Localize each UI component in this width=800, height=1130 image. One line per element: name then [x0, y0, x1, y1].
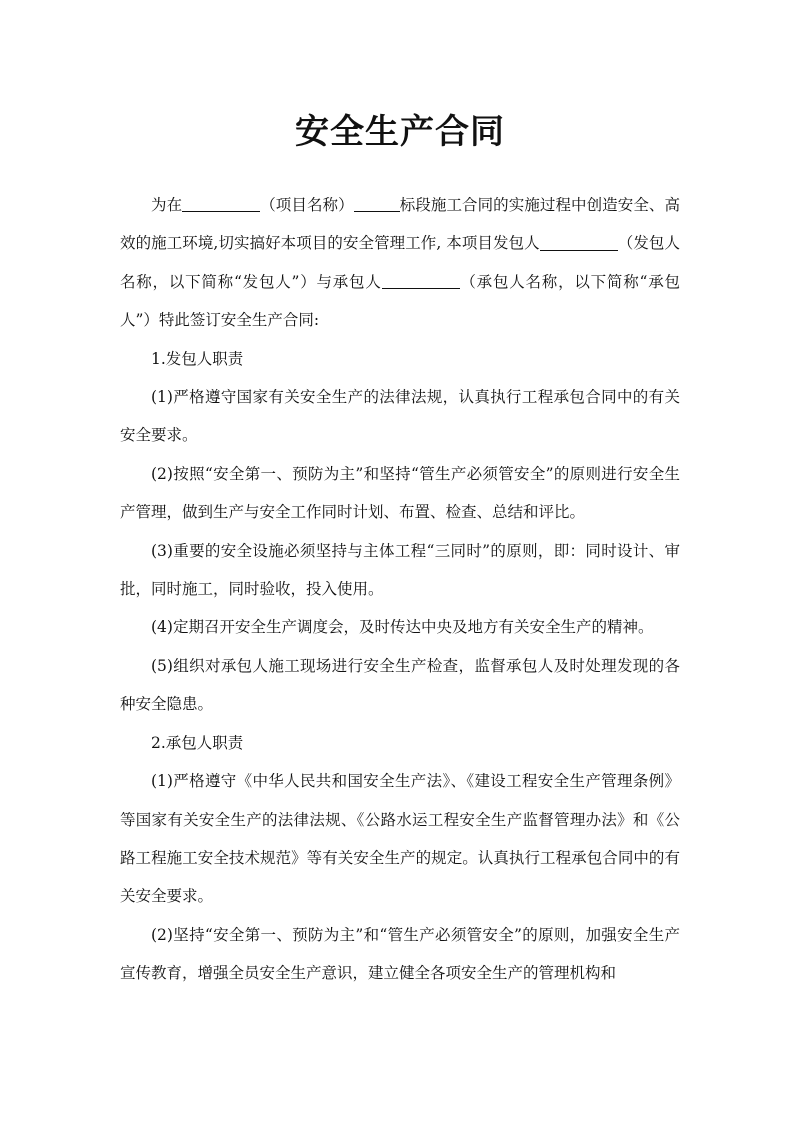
section-name-blank — [354, 194, 400, 212]
section-1-item-1: (1)严格遵守国家有关安全生产的法律法规，认真执行工程承包合同中的有关安全要求。 — [120, 388, 680, 445]
section-2-item-1: (1)严格遵守《中华人民共和国安全生产法》、《建设工程安全生产管理条例》等国家有关安全生产的法律法规、《公路水运工程安全生产监督管理办法》和《公路工程施工安全技术规范》等有关安全生产的规定。认真执行工程承包合同中的有关安全要求。 — [120, 772, 680, 906]
employer-name-blank — [540, 233, 618, 251]
intro-paragraph — [120, 186, 680, 340]
section-1-item-2: (2)按照“安全第一、预防为主”和坚持“管生产必须管安全”的原则进行安全生产管理，做到生产与安全工作同时计划、布置、检查、总结和评比。 — [120, 464, 680, 522]
intro-text-1: 为在 — [151, 196, 183, 214]
intro-text-4: （发包人名称，以下简称“发包人”）与承包人 — [120, 234, 680, 291]
section-1-item-4: (4)定期召开安全生产调度会，及时传达中央及地方有关安全生产的精神。 — [151, 618, 654, 637]
document-body — [120, 186, 680, 993]
intro-text-2: （项目名称） — [260, 196, 354, 214]
section-2-item-2: (2)坚持“安全第一、预防为主”和“管生产必须管安全”的原则，加强安全生产宣传教育，增强全员安全生产意识，建立健全各项安全生产的管理机构和 — [120, 925, 680, 983]
project-name-blank — [182, 194, 260, 212]
section-1-item-3: (3)重要的安全设施必须坚持与主体工程“三同时”的原则，即：同时设计、审批，同时施工，同时验收，投入使用。 — [120, 541, 680, 599]
section-2-heading: 2.承包人职责 — [151, 733, 244, 752]
section-1-heading: 1.发包人职责 — [151, 349, 244, 368]
section-1-item-5: (5)组织对承包人施工现场进行安全生产检查，监督承包人及时处理发现的各种安全隐患。 — [120, 656, 680, 714]
document-title: 安全生产合同 — [295, 112, 505, 152]
contractor-name-blank — [382, 271, 460, 289]
intro-text-5: （承包人名称，以下简称“承包人”）特此签订安全生产合同: — [120, 272, 680, 330]
intro-text-3: 标段施工合同的实施过程中创造安全、高效的施工环境,切实搞好本项目的安全管理工作, 本项目发包人 — [120, 196, 680, 253]
